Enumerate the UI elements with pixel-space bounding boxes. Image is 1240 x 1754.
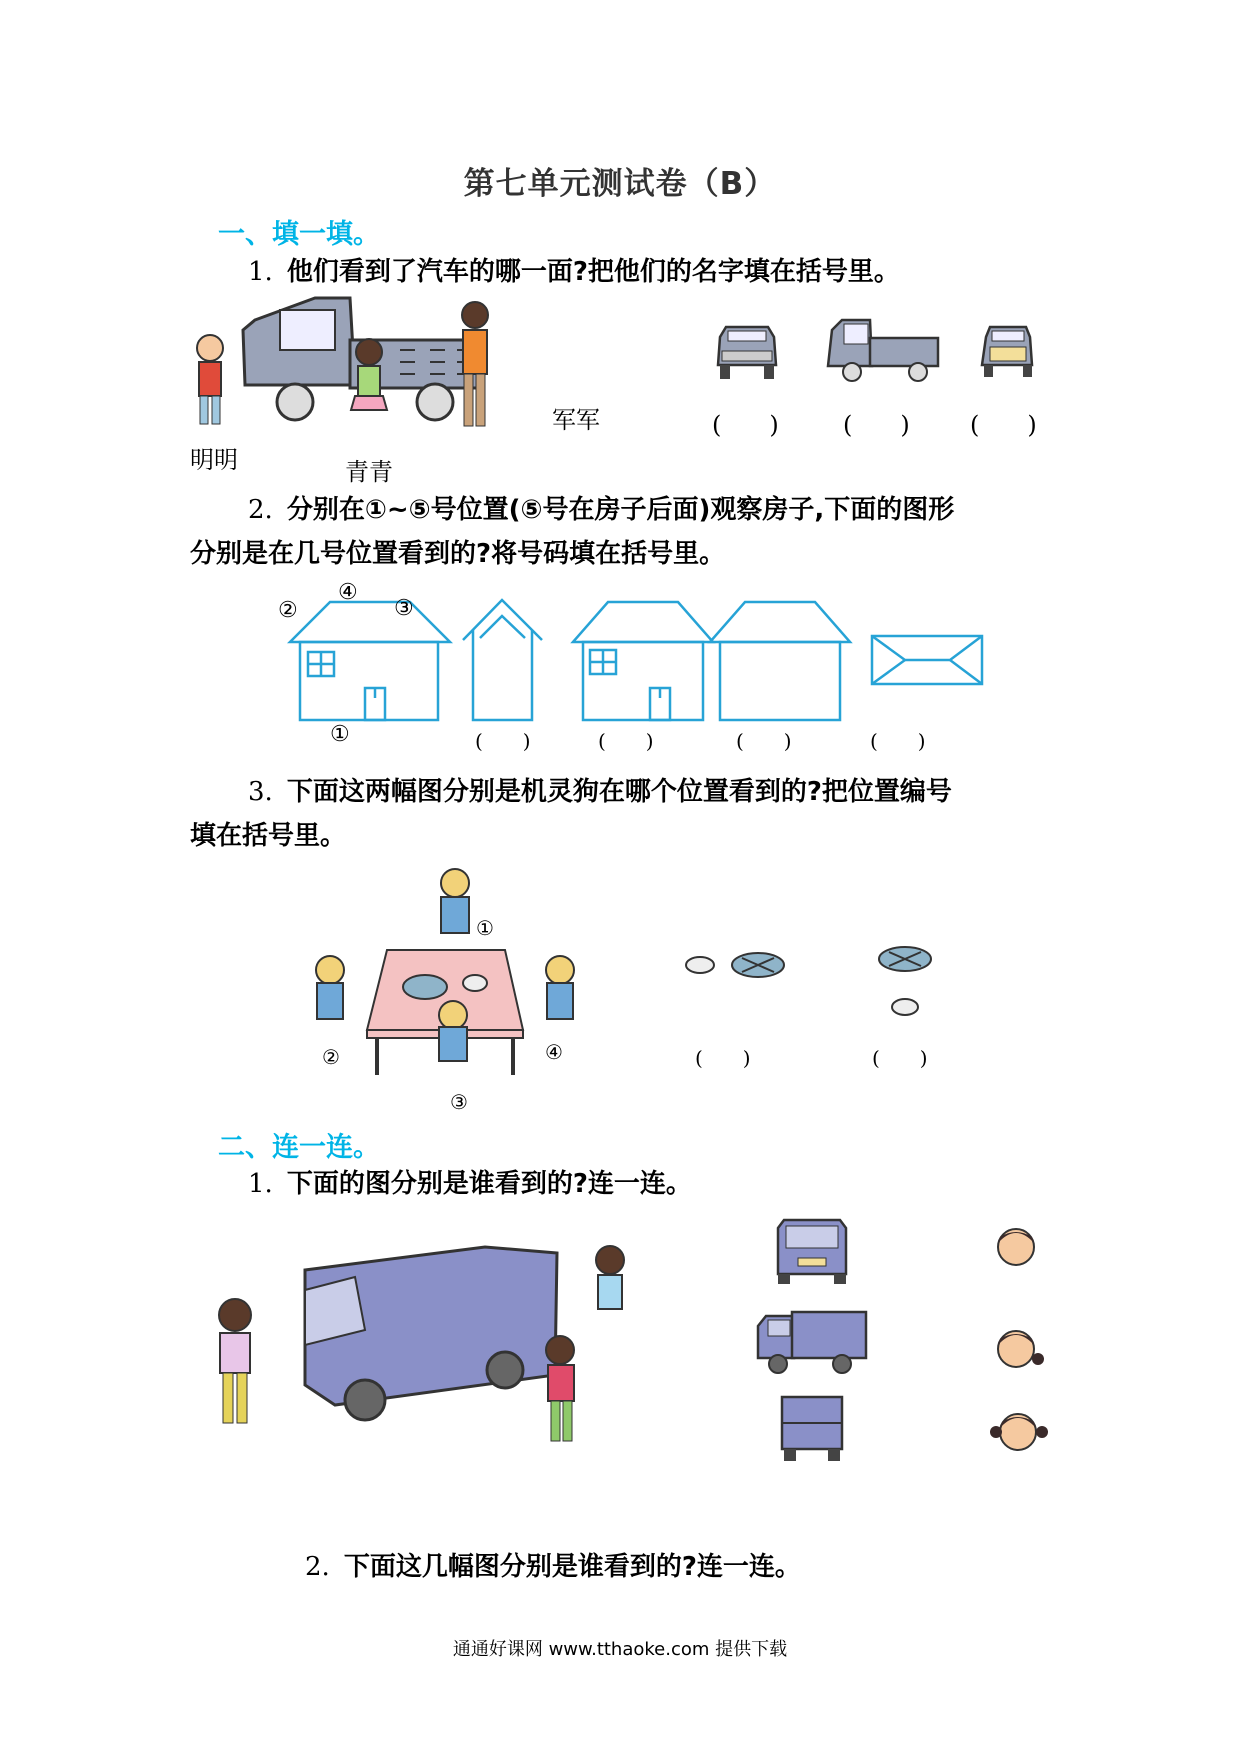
- big-truck-back-view: [778, 1395, 848, 1465]
- big-truck-with-kids-illustration: [205, 1235, 625, 1455]
- answer-blank-dog-2[interactable]: ( ): [872, 1046, 928, 1070]
- question-2-2: [305, 1545, 801, 1589]
- dog-position-4: ④: [545, 1040, 563, 1064]
- big-truck-side-view: [752, 1310, 872, 1378]
- answer-blank-house-3[interactable]: ( ): [736, 729, 792, 753]
- question-text: 下面的图分别是谁看到的?连一连。: [286, 1169, 692, 1199]
- position-label-1: ①: [330, 722, 350, 747]
- question-1-3-line2: 填在括号里。: [190, 821, 347, 851]
- section-heading-connect: 二、连一连。: [218, 1132, 380, 1163]
- answer-blank-1[interactable]: ( ): [712, 411, 779, 439]
- house-views-illustration: [270, 580, 970, 740]
- girl-face-2: [990, 1408, 1050, 1458]
- question-1-3: [248, 770, 952, 814]
- answer-blank-dog-1[interactable]: ( ): [695, 1046, 751, 1070]
- answer-blank-house-2[interactable]: ( ): [598, 729, 654, 753]
- dog-position-3: ③: [450, 1090, 468, 1114]
- answer-blank-3[interactable]: ( ): [970, 411, 1037, 439]
- truck-side-view: [822, 318, 942, 386]
- question-text: 下面这几幅图分别是谁看到的?连一连。: [343, 1552, 801, 1582]
- position-label-2: ②: [278, 598, 298, 623]
- question-text: 下面这两幅图分别是机灵狗在哪个位置看到的?把位置编号: [286, 777, 952, 807]
- name-label-qingqing: 青青: [345, 458, 393, 486]
- position-label-4: ④: [338, 580, 358, 605]
- dog-position-1: ①: [476, 916, 494, 940]
- view-bowl-plate-side: [680, 940, 800, 990]
- question-text: 他们看到了汽车的哪一面?把他们的名字填在括号里。: [286, 257, 900, 287]
- question-number: 1.: [248, 257, 273, 287]
- boy-face: [992, 1225, 1042, 1270]
- answer-blank-2[interactable]: ( ): [843, 411, 910, 439]
- big-truck-front-view: [772, 1218, 852, 1288]
- truck-back-view: [978, 325, 1038, 385]
- section-heading-fill: 一、填一填。: [218, 219, 380, 250]
- question-number: 2.: [248, 495, 273, 525]
- question-2-1: [248, 1162, 692, 1206]
- girl-face-1: [992, 1325, 1047, 1375]
- footer-credit: 通通好课网 www.tthaoke.com 提供下载: [452, 1639, 788, 1660]
- question-1-2-line2: 分别是在几号位置看到的?将号码填在括号里。: [190, 539, 726, 569]
- question-1-1: [248, 250, 900, 294]
- name-label-junjun: 军军: [552, 406, 600, 434]
- question-number: 3.: [248, 777, 273, 807]
- question-number: 1.: [248, 1169, 273, 1199]
- position-label-3: ③: [394, 596, 414, 621]
- name-label-mingming: 明明: [190, 446, 238, 474]
- answer-blank-house-4[interactable]: ( ): [870, 729, 926, 753]
- view-bowl-plate-front: [870, 935, 940, 1025]
- question-number: 2.: [305, 1552, 330, 1582]
- question-1-2: [248, 488, 954, 532]
- page-title: 第七单元测试卷（B）: [463, 166, 777, 202]
- answer-blank-house-1[interactable]: ( ): [475, 729, 531, 753]
- dog-table-illustration: [295, 865, 615, 1080]
- dog-position-2: ②: [322, 1045, 340, 1069]
- question-text: 分别在①~⑤号位置(⑤号在房子后面)观察房子,下面的图形: [286, 495, 955, 525]
- truck-front-view: [712, 325, 782, 385]
